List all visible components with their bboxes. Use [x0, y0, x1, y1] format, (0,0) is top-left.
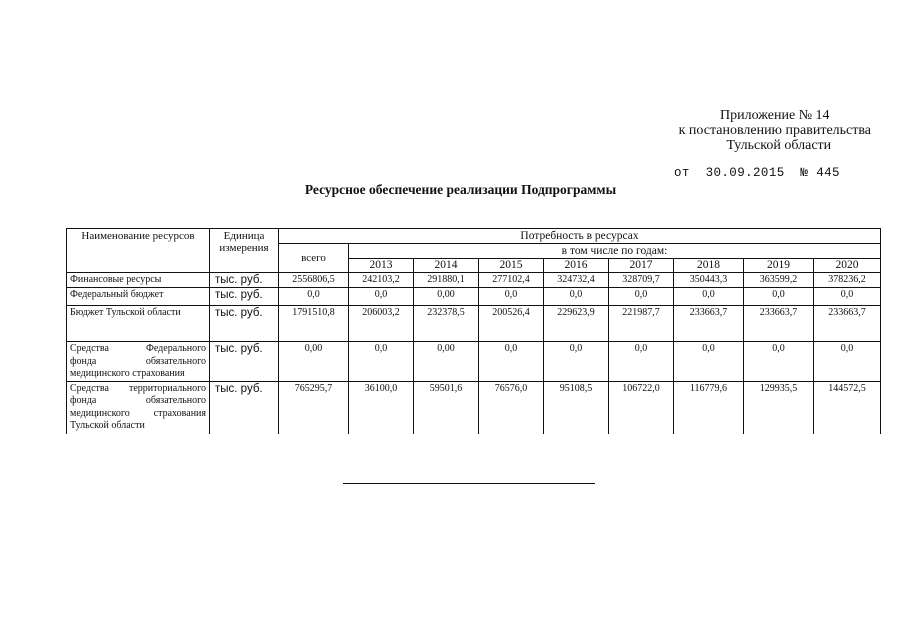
- document-title: Ресурсное обеспечение реализации Подпрограммы: [304, 182, 617, 197]
- row-total: 765295,7: [279, 381, 349, 434]
- row-name-line: фонда обязательного: [70, 395, 206, 406]
- header-need: Потребность в ресурсах: [279, 229, 881, 244]
- row-year-value: 0,0: [479, 342, 544, 382]
- row-year-value: 76576,0: [479, 381, 544, 434]
- row-year-value: 0,0: [544, 288, 609, 306]
- row-year-value: 106722,0: [609, 381, 674, 434]
- header-total: всего: [279, 244, 349, 273]
- row-year-value: 0,0: [814, 342, 881, 382]
- row-name: Бюджет Тульской области: [67, 306, 210, 342]
- row-unit: тыс. руб.: [210, 306, 279, 342]
- row-name: Финансовые ресурсы: [67, 273, 210, 288]
- row-year-value: 221987,7: [609, 306, 674, 342]
- row-year-value: 0,00: [414, 288, 479, 306]
- row-name-line: Тульской области: [70, 420, 145, 431]
- row-year-value: 206003,2: [349, 306, 414, 342]
- row-year-value: 0,0: [349, 342, 414, 382]
- row-unit: тыс. руб.: [210, 273, 279, 288]
- row-year-value: 328709,7: [609, 273, 674, 288]
- row-name-line: фонда обязательного: [70, 355, 206, 367]
- header-years: в том числе по годам:: [349, 244, 881, 259]
- row-name-line: медицинского страхования: [70, 407, 206, 419]
- row-year-value: 0,0: [609, 288, 674, 306]
- row-year-value: 233663,7: [744, 306, 814, 342]
- row-year-value: 291880,1: [414, 273, 479, 288]
- row-year-value: 59501,6: [414, 381, 479, 434]
- appendix-block: [679, 108, 871, 153]
- header-year: 2015: [479, 259, 544, 273]
- row-year-value: 0,0: [744, 342, 814, 382]
- table-row: [67, 288, 881, 306]
- row-name-line: медицинского страхования: [70, 368, 185, 379]
- row-year-value: 232378,5: [414, 306, 479, 342]
- signature-line: [343, 483, 595, 484]
- row-year-value: 0,0: [609, 342, 674, 382]
- header-year: 2014: [414, 259, 479, 273]
- row-year-value: 144572,5: [814, 381, 881, 434]
- row-unit: тыс. руб.: [210, 342, 279, 382]
- row-year-value: 233663,7: [814, 306, 881, 342]
- header-year: 2019: [744, 259, 814, 273]
- row-name: [67, 342, 210, 382]
- row-total: 2556806,5: [279, 273, 349, 288]
- resource-table: [66, 228, 881, 434]
- row-year-value: 277102,4: [479, 273, 544, 288]
- header-year: 2013: [349, 259, 414, 273]
- row-year-value: 378236,2: [814, 273, 881, 288]
- row-name: Федеральный бюджет: [67, 288, 210, 306]
- row-year-value: 350443,3: [674, 273, 744, 288]
- row-year-value: 0,0: [814, 288, 881, 306]
- row-unit: тыс. руб.: [210, 381, 279, 434]
- row-total: 0,00: [279, 342, 349, 382]
- table-row: [67, 306, 881, 342]
- header-year: 2016: [544, 259, 609, 273]
- appendix-decree: к постановлению правительства: [678, 123, 871, 138]
- header-year: 2018: [674, 259, 744, 273]
- row-year-value: 36100,0: [349, 381, 414, 434]
- table-row: [67, 381, 881, 434]
- row-year-value: 324732,4: [544, 273, 609, 288]
- row-year-value: 0,0: [479, 288, 544, 306]
- row-year-value: 0,0: [674, 342, 744, 382]
- row-year-value: 0,0: [349, 288, 414, 306]
- decree-date: от 30.09.2015 № 445: [674, 166, 840, 180]
- row-year-value: 0,0: [744, 288, 814, 306]
- row-total: 0,0: [279, 288, 349, 306]
- row-year-value: 242103,2: [349, 273, 414, 288]
- row-year-value: 233663,7: [674, 306, 744, 342]
- table-row: [67, 273, 881, 288]
- row-unit: тыс. руб.: [210, 288, 279, 306]
- appendix-region: Тульской области: [726, 138, 832, 153]
- row-year-value: 95108,5: [544, 381, 609, 434]
- table-row: [67, 342, 881, 382]
- row-year-value: 200526,4: [479, 306, 544, 342]
- row-name-line: Средства территориального: [70, 382, 206, 394]
- row-year-value: 229623,9: [544, 306, 609, 342]
- row-name: [67, 381, 210, 434]
- header-unit: Единица измерения: [210, 229, 279, 273]
- header-year: 2020: [814, 259, 881, 273]
- row-year-value: 0,0: [674, 288, 744, 306]
- row-year-value: 116779,6: [674, 381, 744, 434]
- appendix-number: Приложение № 14: [720, 108, 830, 123]
- header-name: Наименование ресурсов: [67, 229, 210, 273]
- row-name-line: Средства Федерального: [70, 343, 206, 354]
- row-year-value: 0,00: [414, 342, 479, 382]
- header-year: 2017: [609, 259, 674, 273]
- row-total: 1791510,8: [279, 306, 349, 342]
- row-year-value: 129935,5: [744, 381, 814, 434]
- row-year-value: 363599,2: [744, 273, 814, 288]
- row-year-value: 0,0: [544, 342, 609, 382]
